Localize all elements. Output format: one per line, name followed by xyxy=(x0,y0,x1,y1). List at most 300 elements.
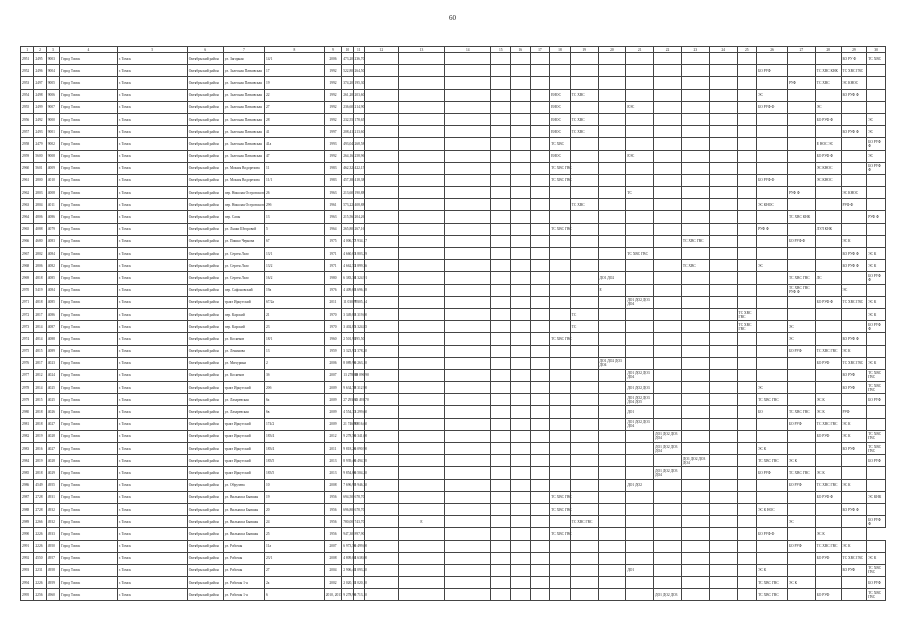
table-cell xyxy=(737,491,757,503)
table-cell: 2816 xyxy=(34,443,46,455)
table-cell xyxy=(815,211,841,223)
table-cell: ТС ХВС ГВС xyxy=(626,248,654,260)
table-cell xyxy=(491,150,511,162)
table-cell xyxy=(364,260,398,272)
table-cell xyxy=(398,235,444,247)
column-number: 16 xyxy=(511,47,531,53)
table-cell: 2226 xyxy=(34,577,46,589)
table-cell: 4958 xyxy=(46,564,59,576)
table-cell xyxy=(757,308,788,320)
table-cell: ул. Лазаревская xyxy=(223,406,264,418)
table-cell: ТС ХВС ГВС xyxy=(737,321,757,333)
table-cell xyxy=(445,357,491,369)
table-cell xyxy=(550,65,571,77)
table-cell: Город Томск xyxy=(60,113,118,125)
table-cell: 11а xyxy=(264,540,324,552)
table-cell xyxy=(364,126,398,138)
table-cell: 20 xyxy=(264,503,324,515)
table-cell xyxy=(867,333,886,345)
table-cell xyxy=(398,577,444,589)
table-cell xyxy=(598,248,626,260)
table-cell: 9001 xyxy=(46,126,59,138)
table-row xyxy=(21,516,886,528)
table-cell: 3 696,18 xyxy=(353,284,364,296)
table-cell xyxy=(511,284,531,296)
table-cell: 2002 xyxy=(324,577,342,589)
table-cell xyxy=(364,418,398,430)
table-cell: г. Томск xyxy=(117,248,187,260)
table-cell: ЭС К xyxy=(815,528,841,540)
table-cell xyxy=(364,65,398,77)
table-cell xyxy=(364,199,398,211)
table-cell: 5 xyxy=(264,223,324,235)
table-cell: ул. Мокшя Водорезова xyxy=(223,174,264,186)
table-cell: 2013 xyxy=(324,467,342,479)
table-cell: 23/1 xyxy=(264,552,324,564)
table-cell: ул. Вильямса Бывшая xyxy=(223,491,264,503)
table-cell xyxy=(550,211,571,223)
table-cell xyxy=(491,248,511,260)
table-cell: г. Томск xyxy=(117,53,187,65)
table-cell xyxy=(570,138,598,150)
table-cell: ТС ХВС xyxy=(570,89,598,101)
table-cell: 208,41 xyxy=(342,126,353,138)
table-cell: 11 493,70 xyxy=(353,394,364,406)
table-cell: Октябрьский район xyxy=(187,357,223,369)
table-cell xyxy=(491,564,511,576)
table-cell: ДО1 ДО2 ДО3 ДО4 xyxy=(626,369,654,381)
table-cell xyxy=(398,394,444,406)
table-cell: ДО1 ДО2 xyxy=(626,479,654,491)
table-row xyxy=(21,333,886,345)
table-cell xyxy=(511,467,531,479)
table-row xyxy=(21,589,886,601)
table-cell xyxy=(654,345,682,357)
table-cell xyxy=(511,577,531,589)
table-cell: Октябрьский район xyxy=(187,126,223,138)
table-cell: 213,60 xyxy=(342,187,353,199)
table-cell xyxy=(398,174,444,186)
column-number: 22 xyxy=(654,47,682,53)
table-cell xyxy=(681,491,709,503)
table-cell xyxy=(364,345,398,357)
table-cell xyxy=(364,138,398,150)
table-cell xyxy=(841,150,867,162)
table-cell xyxy=(598,516,626,528)
table-cell xyxy=(757,53,788,65)
table-cell xyxy=(709,77,737,89)
table-cell: 2965 xyxy=(21,223,34,235)
table-cell xyxy=(709,248,737,260)
table-cell: ЭС xyxy=(757,89,788,101)
table-cell: 1956 xyxy=(324,516,342,528)
table-cell: ДО1 ДО2 ДО3 ДО4 ДО5 xyxy=(626,394,654,406)
table-cell: 4814 xyxy=(34,333,46,345)
table-cell xyxy=(681,211,709,223)
table-cell: 17 xyxy=(264,65,324,77)
table-cell xyxy=(550,564,571,576)
table-cell: 4028 xyxy=(46,455,59,467)
table-cell xyxy=(398,211,444,223)
table-cell xyxy=(737,552,757,564)
table-cell xyxy=(787,357,815,369)
table-cell: 2979 xyxy=(21,394,34,406)
table-cell: 190,88 xyxy=(353,187,364,199)
table-cell: ТС ХВС КНК xyxy=(787,211,815,223)
table-cell xyxy=(681,272,709,284)
table-cell xyxy=(815,89,841,101)
table-cell xyxy=(787,101,815,113)
table-cell xyxy=(598,369,626,381)
table-cell: 2а xyxy=(264,577,324,589)
table-cell: г. Томск xyxy=(117,138,187,150)
table-cell: г. Томск xyxy=(117,577,187,589)
table-cell xyxy=(550,430,571,442)
table-cell: г. Томск xyxy=(117,150,187,162)
table-cell: 493,04 xyxy=(342,138,353,150)
table-cell xyxy=(364,248,398,260)
table-cell xyxy=(757,248,788,260)
table-cell xyxy=(570,284,598,296)
table-cell: Октябрьский район xyxy=(187,479,223,491)
table-cell xyxy=(598,589,626,601)
table-cell: 18/1 xyxy=(264,333,324,345)
table-cell xyxy=(841,223,867,235)
table-cell: ЭС КНОС xyxy=(757,199,788,211)
column-number: 23 xyxy=(681,47,709,53)
table-cell xyxy=(530,443,550,455)
table-cell xyxy=(626,577,654,589)
table-cell xyxy=(550,308,571,320)
table-cell: 2010, 2013 xyxy=(324,589,342,601)
table-cell xyxy=(757,77,788,89)
table-cell xyxy=(445,369,491,381)
table-cell: 2009 xyxy=(324,406,342,418)
table-cell: 3 402,85 xyxy=(342,321,353,333)
table-cell xyxy=(570,406,598,418)
table-cell: ЭС К xyxy=(867,296,886,308)
table-cell: Октябрьский район xyxy=(187,174,223,186)
table-cell: Город Томск xyxy=(60,260,118,272)
table-cell xyxy=(398,369,444,381)
table-cell xyxy=(815,260,841,272)
table-cell xyxy=(445,552,491,564)
table-cell: 1992 xyxy=(324,77,342,89)
table-cell: 183/4 xyxy=(264,443,324,455)
table-cell: 10 xyxy=(264,479,324,491)
table-cell xyxy=(626,235,654,247)
table-cell: г. Томск xyxy=(117,101,187,113)
table-cell: 4 324,91 xyxy=(353,272,364,284)
table-cell: 9 818,20 xyxy=(342,443,353,455)
table-cell: ТС ХВС ГВС xyxy=(841,552,867,564)
table-row xyxy=(21,223,886,235)
table-cell: 4549 xyxy=(34,479,46,491)
table-cell: ЭС xyxy=(787,333,815,345)
table-cell: 6 263,10 xyxy=(353,357,364,369)
table-cell: ул. Косяеков xyxy=(223,333,264,345)
table-cell: ТС ХВС ГВС xyxy=(550,174,571,186)
table-row xyxy=(21,138,886,150)
table-cell xyxy=(654,406,682,418)
table-cell: 3 349,80 xyxy=(342,308,353,320)
table-cell: ЭС КНОС xyxy=(815,174,841,186)
table-cell xyxy=(530,552,550,564)
table-cell xyxy=(626,272,654,284)
table-cell: ДО1 ДО2 ДО3 xyxy=(626,382,654,394)
table-cell: 2007 xyxy=(324,369,342,381)
table-cell: ТС ХВС ГВС xyxy=(570,516,598,528)
table-cell xyxy=(570,503,598,515)
table-cell xyxy=(737,126,757,138)
table-cell: 2728 xyxy=(34,491,46,503)
table-cell: 264,50 xyxy=(353,65,364,77)
table-cell: 4085 xyxy=(46,272,59,284)
table-cell: 4815 xyxy=(34,345,46,357)
table-cell: Октябрьский район xyxy=(187,443,223,455)
table-cell xyxy=(787,589,815,601)
table-cell xyxy=(757,357,788,369)
table-cell: 2806 xyxy=(34,260,46,272)
table-cell: 2971 xyxy=(21,296,34,308)
table-cell: ЛУЛ КНК xyxy=(815,223,841,235)
table-cell xyxy=(530,260,550,272)
table-cell: БО РУФ xyxy=(841,564,867,576)
table-cell xyxy=(445,199,491,211)
table-cell xyxy=(570,479,598,491)
table-cell xyxy=(757,187,788,199)
table-cell: Октябрьский район xyxy=(187,138,223,150)
table-cell: пер. Карский xyxy=(223,308,264,320)
table-cell: Октябрьский район xyxy=(187,296,223,308)
table-cell xyxy=(491,272,511,284)
table-cell xyxy=(757,211,788,223)
table-cell xyxy=(681,89,709,101)
table-cell xyxy=(511,430,531,442)
table-cell xyxy=(530,138,550,150)
table-cell: 195,30 xyxy=(353,77,364,89)
table-cell xyxy=(364,516,398,528)
table-cell xyxy=(550,321,571,333)
table-cell xyxy=(598,296,626,308)
table-cell: ЕЭС xyxy=(626,150,654,162)
table-cell xyxy=(530,77,550,89)
table-cell xyxy=(570,211,598,223)
table-cell: ЭС xyxy=(841,284,867,296)
column-number: 28 xyxy=(815,47,841,53)
table-cell: БО РУФ Ф xyxy=(867,516,886,528)
table-cell xyxy=(550,540,571,552)
table-cell xyxy=(757,321,788,333)
table-cell xyxy=(570,101,598,113)
table-cell xyxy=(398,321,444,333)
table-cell xyxy=(867,199,886,211)
table-cell: 4 006,77 xyxy=(342,235,353,247)
table-cell xyxy=(598,564,626,576)
table-cell xyxy=(570,528,598,540)
table-cell: 2006 xyxy=(324,357,342,369)
table-cell: 2008 xyxy=(324,552,342,564)
table-cell: Октябрьский район xyxy=(187,406,223,418)
table-row xyxy=(21,369,886,381)
column-number: 17 xyxy=(530,47,550,53)
table-cell: ЭС К xyxy=(841,540,867,552)
table-cell: 418,38 xyxy=(353,174,364,186)
table-cell xyxy=(398,308,444,320)
table-cell xyxy=(550,53,571,65)
table-cell: 473,20 xyxy=(342,53,353,65)
table-cell: Город Томск xyxy=(60,296,118,308)
table-cell: Город Томск xyxy=(60,89,118,101)
table-cell xyxy=(654,418,682,430)
table-cell xyxy=(737,564,757,576)
table-cell: 4680 xyxy=(34,235,46,247)
table-cell: 780,00 xyxy=(342,516,353,528)
table-cell xyxy=(787,162,815,174)
table-cell: 2984 xyxy=(21,455,34,467)
table-cell xyxy=(598,150,626,162)
column-number: 24 xyxy=(709,47,737,53)
table-cell: 2964 xyxy=(21,211,34,223)
table-cell xyxy=(491,540,511,552)
table-cell: ул. Залесная Патковская xyxy=(223,65,264,77)
table-cell xyxy=(511,77,531,89)
table-cell: ЭС К xyxy=(841,235,867,247)
table-cell: г. Томск xyxy=(117,65,187,77)
table-cell xyxy=(709,552,737,564)
table-cell: 6 973,50 xyxy=(342,540,353,552)
table-cell: Город Томск xyxy=(60,199,118,211)
table-cell: Октябрьский район xyxy=(187,430,223,442)
table-cell xyxy=(491,321,511,333)
table-cell xyxy=(598,333,626,345)
table-cell: 2814 xyxy=(34,382,46,394)
table-cell: 1992 xyxy=(324,150,342,162)
table-cell xyxy=(491,503,511,515)
table-cell: 4085 xyxy=(46,296,59,308)
table-cell xyxy=(511,223,531,235)
table-cell xyxy=(598,174,626,186)
table-cell xyxy=(681,369,709,381)
table-cell xyxy=(530,345,550,357)
table-cell: г. Томск xyxy=(117,211,187,223)
table-cell xyxy=(445,113,491,125)
table-cell xyxy=(654,540,682,552)
table-cell: 13 xyxy=(264,345,324,357)
table-cell: 2497 xyxy=(34,77,46,89)
table-cell: Октябрьский район xyxy=(187,528,223,540)
table-cell: ЭС xyxy=(867,150,886,162)
table-cell xyxy=(491,333,511,345)
table-cell: 2954 xyxy=(21,89,34,101)
table-cell xyxy=(737,113,757,125)
table-cell xyxy=(530,503,550,515)
table-cell: 261,20 xyxy=(342,89,353,101)
table-cell: БО РУФ Ф xyxy=(841,248,867,260)
table-cell xyxy=(398,65,444,77)
table-cell: ул. Вильямса Бывшая xyxy=(223,503,264,515)
table-cell: ДО1 xyxy=(626,406,654,418)
table-cell xyxy=(445,577,491,589)
table-cell xyxy=(626,503,654,515)
table-cell: 4087 xyxy=(46,321,59,333)
table-cell: 2957 xyxy=(21,126,34,138)
table-cell xyxy=(654,516,682,528)
table-cell xyxy=(787,443,815,455)
table-cell xyxy=(681,528,709,540)
table-cell xyxy=(364,467,398,479)
table-cell: 215,56 xyxy=(342,211,353,223)
table-cell xyxy=(511,174,531,186)
table-cell: 4079 xyxy=(46,223,59,235)
table-cell: БО РУФ Ф xyxy=(841,260,867,272)
table-cell: 9 278,50 xyxy=(342,430,353,442)
table-row xyxy=(21,382,886,394)
table-cell: Город Томск xyxy=(60,467,118,479)
table-cell: 4959 xyxy=(46,577,59,589)
table-cell xyxy=(598,199,626,211)
table-cell xyxy=(598,479,626,491)
table-cell xyxy=(626,308,654,320)
table-cell: 1976 xyxy=(324,284,342,296)
table-cell: 21 746,90 xyxy=(342,418,353,430)
table-cell: ЭС xyxy=(787,321,815,333)
table-cell: Октябрьский район xyxy=(187,272,223,284)
table-cell xyxy=(757,479,788,491)
table-cell: Город Томск xyxy=(60,211,118,223)
table-cell: 2013 xyxy=(324,455,342,467)
table-cell xyxy=(398,223,444,235)
table-cell: Октябрьский район xyxy=(187,491,223,503)
table-row xyxy=(21,113,886,125)
table-cell xyxy=(654,211,682,223)
table-cell: 9000 xyxy=(46,113,59,125)
table-cell: г. Томск xyxy=(117,430,187,442)
table-cell: ДО1 ДО2 ДО3 ДО4 xyxy=(626,296,654,308)
table-cell xyxy=(654,552,682,564)
table-cell xyxy=(681,162,709,174)
column-number: 21 xyxy=(626,47,654,53)
table-cell xyxy=(550,394,571,406)
column-number: 19 xyxy=(570,47,598,53)
table-cell xyxy=(511,101,531,113)
table-cell: 5 946,30 xyxy=(353,479,364,491)
table-cell: 678,70 xyxy=(353,491,364,503)
table-cell: БО РУФ xyxy=(787,479,815,491)
column-number: 13 xyxy=(398,47,444,53)
table-cell: 4933 xyxy=(46,528,59,540)
table-cell xyxy=(737,540,757,552)
table-cell: 4 809,00 xyxy=(342,552,353,564)
table-cell: ул. Мокшя Водорезова xyxy=(223,162,264,174)
table-cell xyxy=(709,223,737,235)
table-cell xyxy=(570,357,598,369)
table-cell xyxy=(757,369,788,381)
table-cell: 2986 xyxy=(21,479,34,491)
table-cell xyxy=(867,418,886,430)
table-cell xyxy=(398,528,444,540)
table-cell xyxy=(626,162,654,174)
table-cell: 213,60 xyxy=(353,126,364,138)
table-cell: 67 xyxy=(264,235,324,247)
table-cell: ЕНОС xyxy=(550,150,571,162)
table-cell xyxy=(364,589,398,601)
table-cell: ул. Сергея Лазо xyxy=(223,272,264,284)
table-cell: Город Томск xyxy=(60,369,118,381)
table-cell: тракт Иркутский xyxy=(223,455,264,467)
table-cell xyxy=(530,174,550,186)
table-cell: тракт Иркутский xyxy=(223,443,264,455)
